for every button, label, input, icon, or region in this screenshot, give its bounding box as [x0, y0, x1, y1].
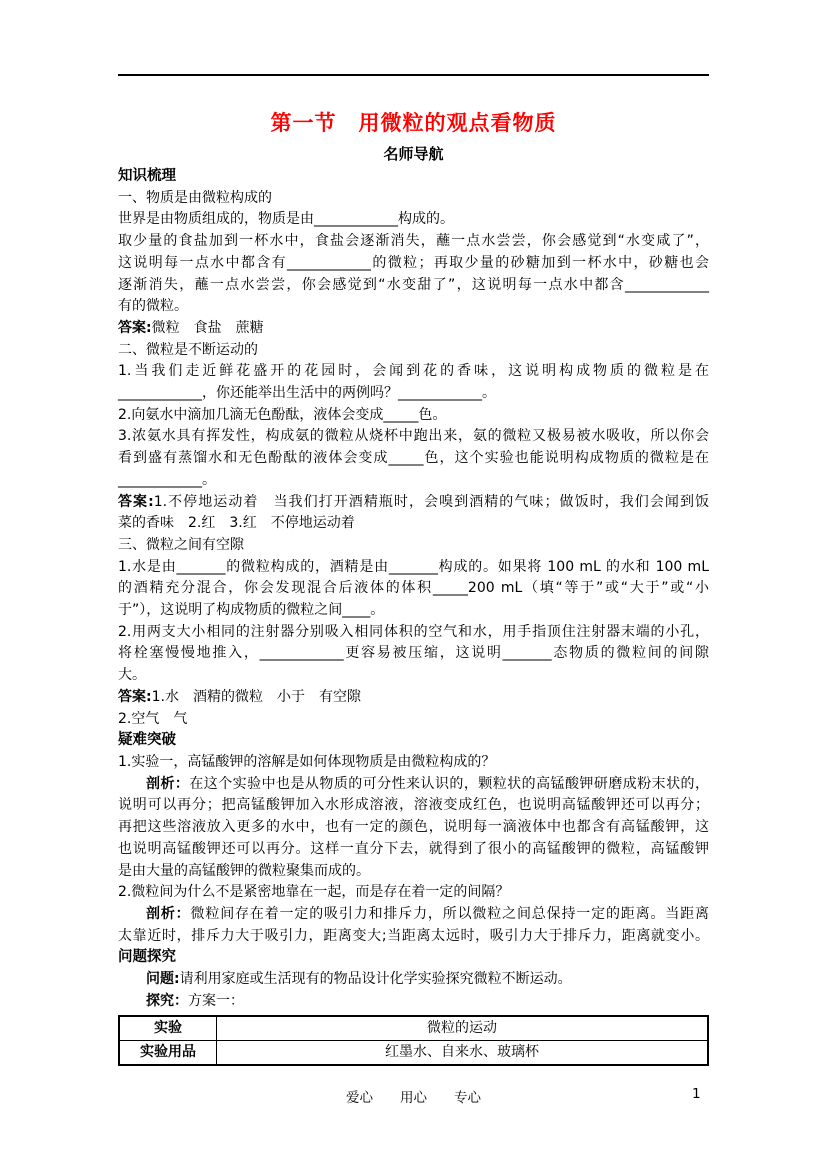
answer-line: 答案:微粒 食盐 蔗糖: [118, 319, 264, 336]
heading-knowledge-review: 知识梳理: [118, 168, 176, 184]
footer-motto: 爱心 用心 专心: [346, 1090, 481, 1106]
body-line: 有的微粒。: [118, 298, 188, 315]
table-row-label: 实验: [119, 1016, 217, 1041]
line-label: 剖析：: [146, 905, 191, 922]
document-body: [118, 166, 709, 1066]
body-line: 2.微粒间为什么不是紧密地靠在一起，而是存在着一定的间隔？: [118, 884, 510, 901]
body-line: 1.水是由_______的微粒构成的，酒精是由_______构成的。如果将 100 mL 的水和 100 mL: [118, 558, 709, 575]
page-subtitle: 名师导航: [383, 145, 444, 163]
line-label: 问题:: [146, 971, 180, 988]
table-row-label: 实验用品: [119, 1041, 217, 1066]
analysis-line: 剖析：在这个实验中也是从物质的可分性来认识的，颗粒状的高锰酸钾研磨成粉末状的，: [146, 775, 709, 792]
heading-problem-exploration: 问题探究: [118, 949, 176, 966]
body-line: 二、微粒是不断运动的: [118, 341, 258, 358]
body-line: ____________，你还能举出生活中的两例吗？____________。: [118, 385, 496, 402]
body-line: 菜的香味 2.红 3.红 不停地运动着: [118, 515, 355, 532]
body-line: 看到盛有蒸馏水和无色酚酞的液体会变成_____色，这个实验也能说明构成物质的微粒是在: [118, 450, 709, 467]
page-number: 1: [692, 1086, 701, 1102]
body-line: 太靠近时，排斥力大于吸引力，距离变大;当距离太远时，吸引力大于排斥力，距离就变小。: [118, 927, 709, 944]
line-label: 答案:: [118, 688, 152, 705]
body-line: 于”），这说明了构成物质的微粒之间____。: [118, 602, 385, 619]
body-line: 取少量的食盐加到一杯水中，食盐会逐渐消失，蘸一点水尝尝，你会感觉到“水变咸了”，: [118, 233, 709, 250]
header-rule: [118, 74, 709, 76]
analysis-line: 剖析：微粒间存在着一定的吸引力和排斥力，所以微粒之间总保持一定的距离。当距离: [146, 905, 709, 922]
page-title: 第一节 用微粒的观点看物质: [270, 111, 557, 135]
table-row: [119, 1016, 708, 1041]
experiment-table: [118, 1015, 709, 1066]
body-line: 再把这些溶液放入更多的水中，也有一定的颜色，说明每一滴液体中也都含有高锰酸钾，这: [118, 819, 709, 836]
body-line: 2.用两支大小相同的注射器分别吸入相同体积的空气和水，用手指顶住注射器末端的小孔，: [118, 623, 709, 640]
answer-line: 答案:1.不停地运动着 当我们打开酒精瓶时，会嗅到酒精的气味；做饭时，我们会闻到饭: [118, 493, 709, 510]
table-row-value: 微粒的运动: [217, 1016, 709, 1041]
body-line: 3.浓氨水具有挥发性，构成氨的微粒从烧杯中跑出来，氨的微粒又极易被水吸收，所以你会: [118, 428, 709, 445]
body-line: 的酒精充分混合，你会发现混合后液体的体积_____200 mL（填“等于”或“大于”或“小: [118, 580, 709, 597]
body-line: 2.向氨水中滴加几滴无色酚酞，液体会变成_____色。: [118, 406, 447, 423]
table-row-value: 红墨水、自来水、玻璃杯: [217, 1041, 709, 1066]
question-line: 问题:请利用家庭或生活现有的物品设计化学实验探究微粒不断运动。: [146, 971, 572, 988]
body-line: 2.空气 气: [118, 710, 188, 727]
body-line: 是由大量的高锰酸钾的微粒聚集而成的。: [118, 862, 370, 879]
body-line: 将栓塞慢慢地推入，____________更容易被压缩，这说明_______态物质的微粒间的间隙: [118, 645, 709, 662]
line-label: 剖析：: [146, 775, 190, 792]
line-label: 答案:: [118, 493, 154, 510]
body-line: 也说明高锰酸钾还可以再分。这样一直分下去，就得到了很小的高锰酸钾的微粒，高锰酸钾: [118, 840, 709, 857]
body-line: 这说明每一点水中都含有____________的微粒；再取少量的砂糖加到一杯水中，砂糖也会: [118, 254, 709, 271]
body-line: 一、物质是由微粒构成的: [118, 189, 272, 206]
line-label: 答案:: [118, 319, 152, 336]
body-line: 三、微粒之间有空隙: [118, 536, 244, 553]
body-line: 1.当我们走近鲜花盛开的花园时，会闻到花的香味，这说明构成物质的微粒是在: [118, 363, 709, 380]
body-line: 大。: [118, 667, 146, 684]
body-line: 1.实验一，高锰酸钾的溶解是如何体现物质是由微粒构成的？: [118, 753, 496, 770]
answer-line: 答案:1.水 酒精的微粒 小于 有空隙: [118, 688, 361, 705]
body-line: 世界是由物质组成的，物质是由____________构成的。: [118, 211, 454, 228]
body-line: 说明可以再分；把高锰酸钾加入水形成溶液，溶液变成红色，也说明高锰酸钾还可以再分；: [118, 797, 709, 814]
heading-difficult-points: 疑难突破: [118, 732, 176, 749]
table-row: [119, 1041, 708, 1066]
body-line: ____________。: [118, 471, 216, 488]
body-line: 逐渐消失，蘸一点水尝尝，你会感觉到“水变甜了”，这说明每一点水中都含____________: [118, 276, 709, 293]
exploration-line: 探究：方案一：: [146, 992, 244, 1009]
line-label: 探究：: [146, 992, 188, 1009]
